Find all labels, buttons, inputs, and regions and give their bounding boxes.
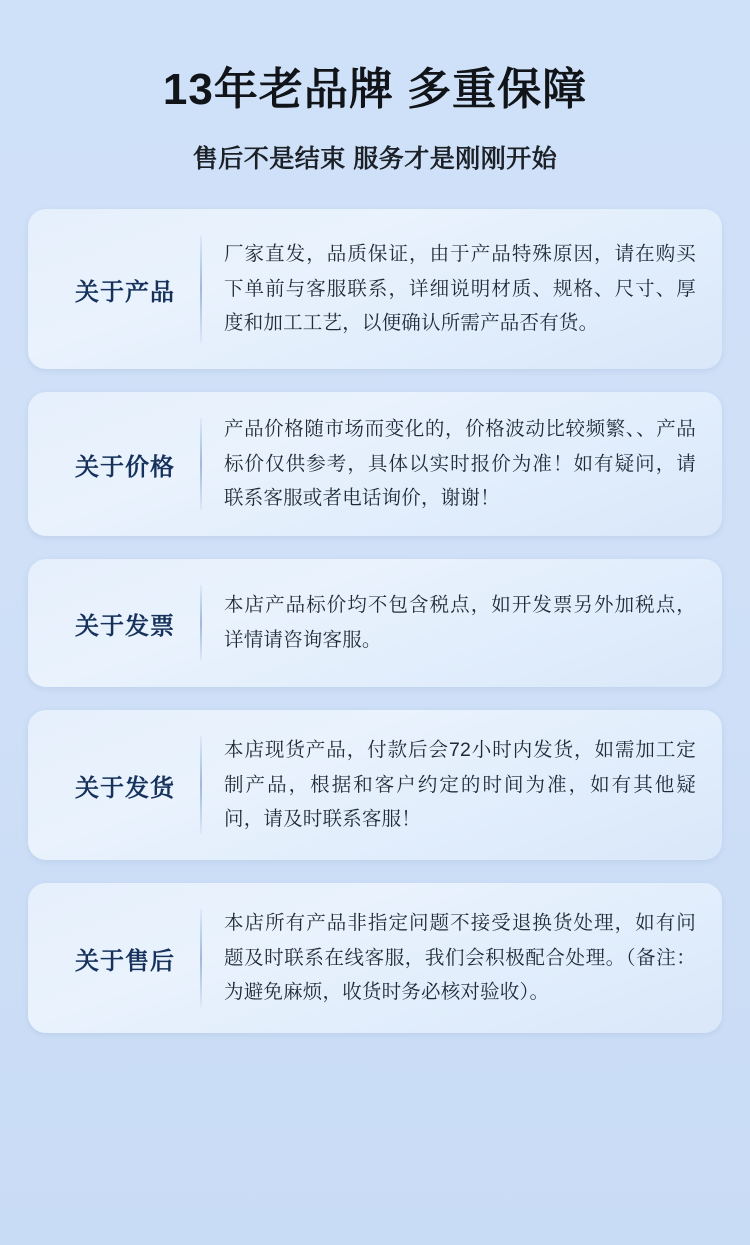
info-card-price xyxy=(28,392,722,536)
info-card-text: 本店产品标价均不包含税点，如开发票另外加税点，详情请咨询客服。 xyxy=(224,594,696,652)
card-divider xyxy=(200,235,202,343)
info-card-label: 关于售后 xyxy=(75,947,175,975)
info-card-text: 本店现货产品，付款后会72小时内发货，如需加工定制产品，根据和客户约定的时间为准，如有其他疑问，请及时联系客服！ xyxy=(224,739,696,831)
card-divider xyxy=(200,736,202,834)
info-card-label: 关于产品 xyxy=(75,278,175,306)
info-card-shipping xyxy=(28,710,722,860)
card-divider xyxy=(200,585,202,661)
info-card-list xyxy=(28,209,722,1033)
info-card-label: 关于发票 xyxy=(75,612,175,640)
card-divider xyxy=(200,418,202,510)
info-card-product xyxy=(28,209,722,369)
info-card-text: 本店所有产品非指定问题不接受退换货处理，如有问题及时联系在线客服，我们会积极配合处理。（备注：为避免麻烦，收货时务必核对验收）。 xyxy=(224,912,696,1004)
info-card-label: 关于发货 xyxy=(75,774,175,802)
card-divider xyxy=(200,909,202,1007)
page-title: 13年老品牌 多重保障 xyxy=(162,65,588,114)
info-card-aftersales xyxy=(28,883,722,1033)
info-card-label: 关于价格 xyxy=(75,453,175,481)
page-subtitle: 售后不是结束 服务才是刚刚开始 xyxy=(192,145,558,173)
info-card-text: 厂家直发，品质保证，由于产品特殊原因，请在购买下单前与客服联系，详细说明材质、规格、尺寸、厚度和加工工艺，以便确认所需产品否有货。 xyxy=(224,242,696,335)
page-header xyxy=(28,0,722,175)
info-card-invoice xyxy=(28,559,722,687)
info-card-text: 产品价格随市场而变化的，价格波动比较频繁、、产品标价仅供参考，具体以实时报价为准！如有疑问，请联系客服或者电话询价，谢谢！ xyxy=(224,418,696,510)
